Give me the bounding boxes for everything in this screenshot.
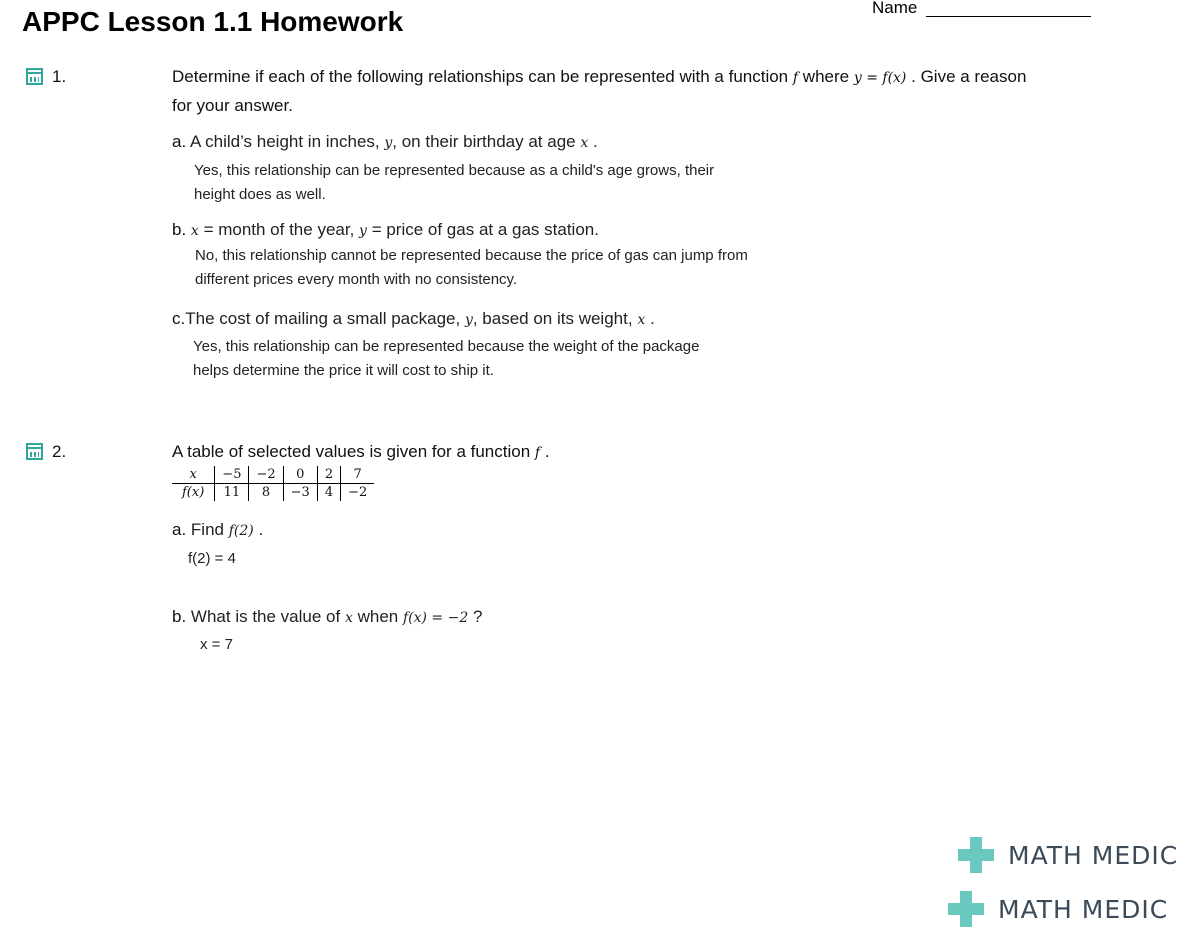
sub-text: , on their birthday at age (392, 132, 576, 151)
answer-line: height does as well. (194, 186, 326, 203)
math-expr: y = f(x) (853, 70, 907, 86)
sub-text: Find (190, 520, 224, 539)
plus-icon (948, 891, 984, 927)
table-cell: −3 (283, 484, 317, 502)
table-cell: 8 (249, 484, 283, 502)
table-cell: −2 (249, 466, 283, 484)
sub-text: What is the value of (190, 607, 341, 626)
math-expr: f(2) (228, 523, 254, 539)
sub-text: = price of gas at a gas station. (371, 220, 599, 239)
math-var: f (534, 445, 541, 461)
subquestion-c (172, 309, 655, 329)
sub-text: A child’s height in inches, (189, 132, 380, 151)
sub-text: . (258, 520, 264, 539)
question-prompt (172, 67, 1026, 87)
table-cell: 0 (283, 466, 317, 484)
question-prompt (172, 442, 550, 462)
question-number: 1. (52, 67, 67, 86)
sub-text: . (593, 132, 598, 151)
math-var: y (384, 135, 393, 151)
sub-letter: b. (172, 607, 187, 626)
table-cell: 4 (317, 484, 340, 502)
values-table (172, 466, 374, 501)
answer-line: helps determine the price it will cost to ship it. (193, 362, 494, 379)
table-cell: −2 (341, 484, 375, 502)
math-var: y (464, 312, 473, 328)
math-var: x (190, 223, 199, 239)
answer-line: No, this relationship cannot be represented because the price of gas can jump from (195, 247, 748, 264)
math-var: y (359, 223, 367, 239)
calculator-icon (26, 68, 43, 85)
calculator-icon (26, 443, 43, 460)
prompt-text: . (544, 442, 550, 461)
answer-text (194, 159, 714, 207)
answer-text (193, 335, 699, 383)
prompt-text: Determine if each of the following relationships can be represented with a function (172, 67, 789, 86)
math-medic-logo (958, 837, 1178, 873)
answer-line: Yes, this relationship can be represented because as a child's age grows, their (194, 162, 715, 179)
sub-letter: b. (172, 220, 187, 239)
subquestion-b (172, 220, 599, 240)
math-var: x (344, 610, 353, 626)
question-prompt-line2: for your answer. (172, 96, 293, 115)
sub-text: , based on its weight, (472, 309, 633, 328)
table-cell: 2 (317, 466, 340, 484)
name-field-line[interactable] (926, 16, 1091, 17)
sub-text: . (649, 309, 655, 328)
answer-text: f(2) = 4 (188, 550, 236, 567)
subquestion-a (172, 520, 263, 540)
plus-icon (958, 837, 994, 873)
table-cell: 7 (341, 466, 375, 484)
subquestion-b (172, 607, 482, 627)
prompt-text: . Give a reason (911, 67, 1027, 86)
table-header-cell: f(x) (182, 485, 205, 500)
table-row (172, 466, 374, 484)
subquestion-a (172, 132, 598, 152)
math-var: f (792, 70, 799, 86)
name-label: Name (872, 0, 918, 17)
sub-text: = month of the year, (203, 220, 355, 239)
logo-text: MATH MEDIC (1008, 840, 1179, 870)
question-number: 2. (52, 442, 67, 461)
logo-text: MATH MEDIC (998, 894, 1169, 924)
answer-line: different prices every month with no consistency. (195, 271, 518, 288)
answer-text (195, 244, 748, 292)
sub-letter: a. (172, 520, 187, 539)
table-cell: 11 (215, 484, 249, 502)
math-var: x (580, 135, 589, 151)
sub-text: ? (473, 607, 483, 626)
prompt-text: where (802, 67, 850, 86)
prompt-text: A table of selected values is given for a function (172, 442, 531, 461)
sub-letter: a. (172, 132, 187, 151)
page-title: APPC Lesson 1.1 Homework (22, 6, 404, 37)
answer-line: Yes, this relationship can be represented because the weight of the package (193, 338, 700, 355)
math-medic-logo (948, 891, 1168, 927)
table-cell: −5 (215, 466, 249, 484)
sub-text: The cost of mailing a small package, (185, 309, 461, 328)
math-expr: f(x) = −2 (402, 610, 469, 626)
answer-text: x = 7 (200, 636, 233, 653)
table-header-cell: x (172, 466, 215, 484)
math-var: x (637, 312, 646, 328)
sub-text: when (357, 607, 399, 626)
sub-letter: c. (172, 309, 186, 328)
table-row (172, 484, 374, 502)
